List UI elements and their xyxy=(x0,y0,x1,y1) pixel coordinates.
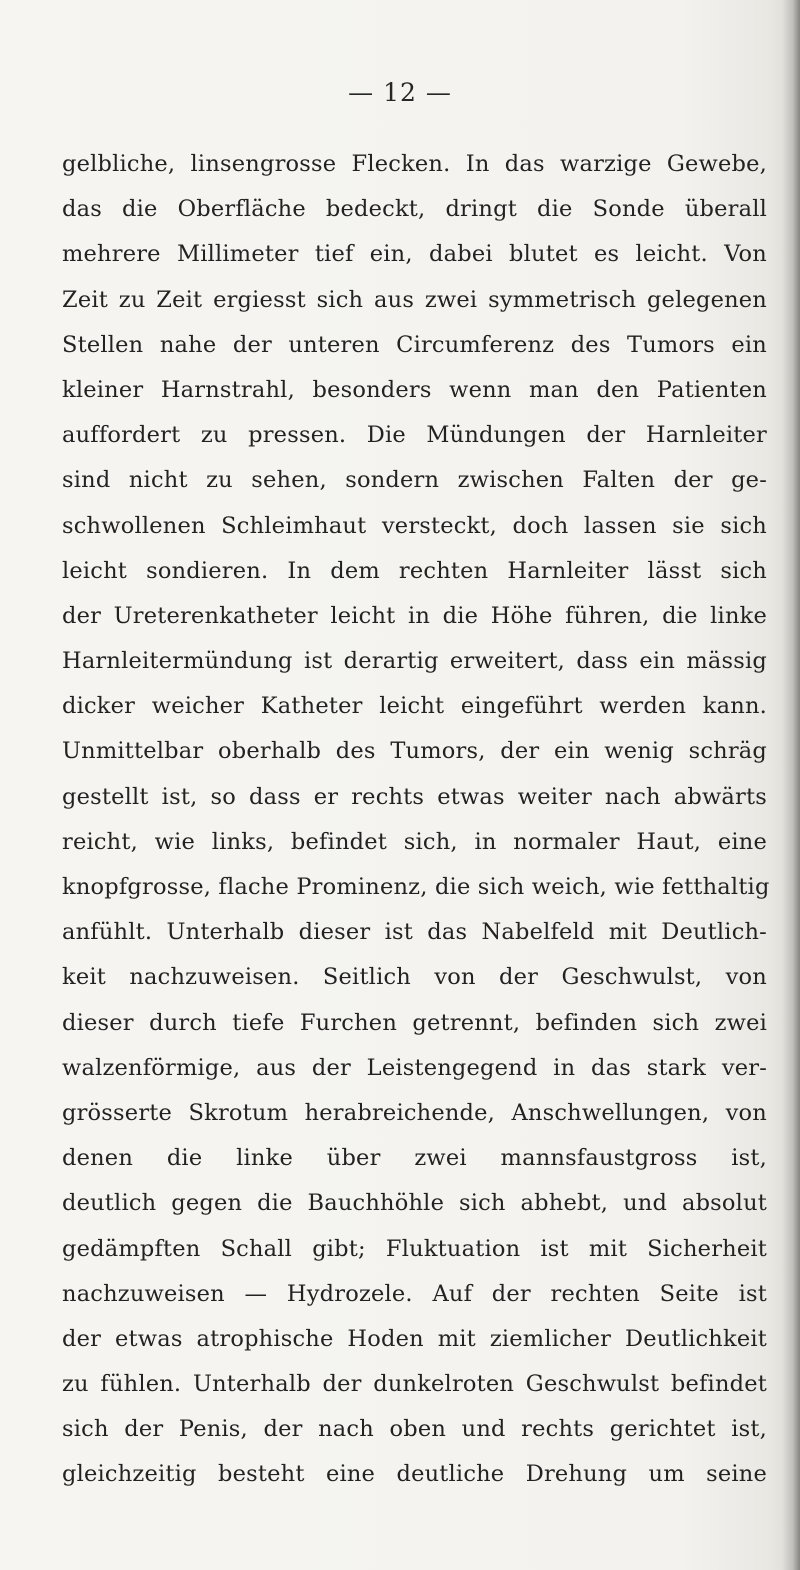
text-line: schwollenen Schleimhaut versteckt, doch lassen sie sich xyxy=(62,512,767,539)
text-line: reicht, wie links, befindet sich, in normaler Haut, eine xyxy=(62,828,767,855)
text-line: sich der Penis, der nach oben und rechts gerichtet ist, xyxy=(62,1416,767,1443)
text-line: gestellt ist, so dass er rechts etwas weiter nach abwärts xyxy=(62,783,767,810)
text-line: der Ureterenkatheter leicht in die Höhe führen, die linke xyxy=(62,602,767,629)
text-line: grösserte Skrotum herabreichende, Anschwellungen, von xyxy=(62,1099,767,1126)
text-line: Zeit zu Zeit ergiesst sich aus zwei symmetrisch gelegenen xyxy=(62,286,767,313)
text-line: nachzuweisen — Hydrozele. Auf der rechten Seite ist xyxy=(62,1280,767,1307)
text-line: kleiner Harnstrahl, besonders wenn man den Patienten xyxy=(62,376,767,403)
text-line: denen die linke über zwei mannsfaustgross ist, xyxy=(62,1145,767,1172)
text-line: knopfgrosse, flache Prominenz, die sich weich, wie fetthaltig xyxy=(62,874,770,900)
body-text xyxy=(62,142,770,1498)
text-line: dicker weicher Katheter leicht eingeführt werden kann. xyxy=(62,693,767,720)
text-line: gelbliche, linsengrosse Flecken. In das warzige Gewebe, xyxy=(62,151,767,177)
text-line: der etwas atrophische Hoden mit ziemlicher Deutlichkeit xyxy=(62,1325,767,1352)
text-line: sind nicht zu sehen, sondern zwischen Falten der ge- xyxy=(62,467,767,494)
text-line: anfühlt. Unterhalb dieser ist das Nabelfeld mit Deutlich- xyxy=(62,919,767,946)
page-number: — 12 — xyxy=(348,78,452,107)
text-line: deutlich gegen die Bauchhöhle sich abhebt, und absolut xyxy=(62,1190,767,1217)
text-line: walzenförmige, aus der Leistengegend in das stark ver- xyxy=(62,1054,767,1081)
text-line: dieser durch tiefe Furchen getrennt, befinden sich zwei xyxy=(62,1009,767,1036)
text-line: das die Oberfläche bedeckt, dringt die Sonde überall xyxy=(62,196,767,223)
text-line: keit nachzuweisen. Seitlich von der Geschwulst, von xyxy=(62,964,767,991)
text-line: Harnleitermündung ist derartig erweitert, dass ein mässig xyxy=(62,648,767,675)
text-line: Stellen nahe der unteren Circumferenz des Tumors ein xyxy=(62,331,767,358)
text-line: gleichzeitig besteht eine deutliche Drehung um seine xyxy=(62,1461,767,1488)
text-line: leicht sondieren. In dem rechten Harnleiter lässt sich xyxy=(62,557,767,584)
text-line: Unmittelbar oberhalb des Tumors, der ein wenig schräg xyxy=(62,738,767,765)
text-line: zu fühlen. Unterhalb der dunkelroten Geschwulst befindet xyxy=(62,1371,767,1398)
text-line: auffordert zu pressen. Die Mündungen der Harnleiter xyxy=(62,422,767,449)
page-edge-shadow xyxy=(782,0,800,1570)
text-line: mehrere Millimeter tief ein, dabei blutet es leicht. Von xyxy=(62,241,767,268)
text-line: gedämpften Schall gibt; Fluktuation ist mit Sicherheit xyxy=(62,1235,767,1262)
